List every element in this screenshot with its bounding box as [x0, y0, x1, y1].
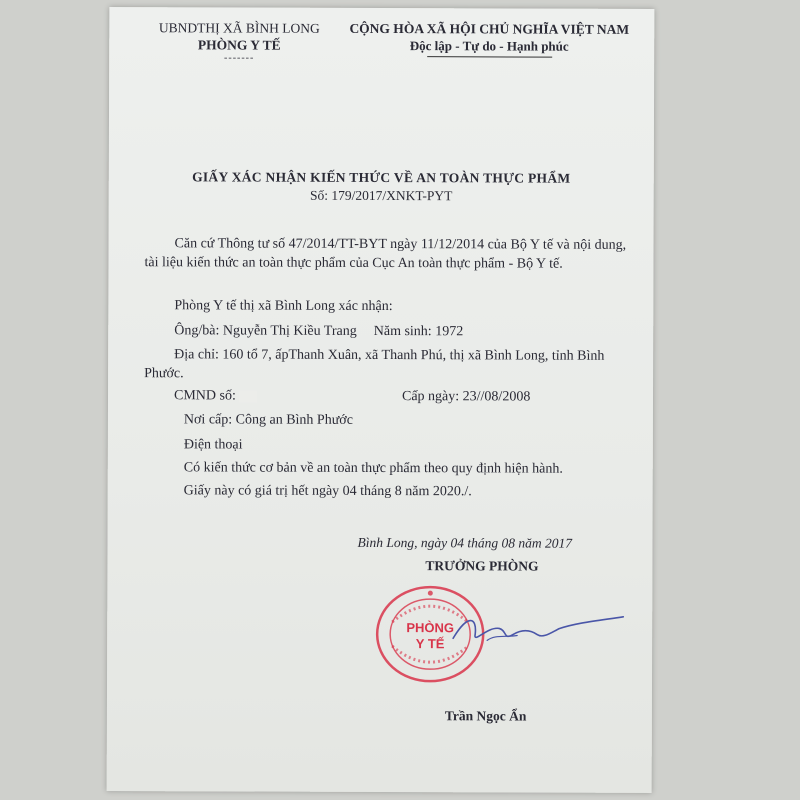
- issue-place-row: [184, 410, 353, 430]
- signer-name: Trần Ngọc Ẩn: [444, 708, 527, 724]
- national-motto: Độc lập - Tự do - Hạnh phúc: [409, 38, 569, 54]
- address-line1: 160 tổ 7, ấpThanh Xuân, xã Thanh Phú, thị xã Bình Long, tỉnh Bình: [222, 347, 605, 364]
- handwritten-signature: [447, 604, 627, 655]
- issue-date: 23//08/2008: [462, 389, 531, 405]
- issue-place-label: Nơi cấp:: [183, 412, 233, 428]
- document-number: Số: 179/2017/XNKT-PYT: [309, 187, 453, 204]
- authority-line2: PHÒNG Y TẾ: [197, 37, 281, 53]
- issue-date-row: [402, 387, 530, 406]
- issue-place: Công an Bình Phước: [235, 412, 353, 428]
- phone-row: [184, 435, 243, 454]
- id-label: CMND số:: [173, 388, 236, 404]
- person-row: [174, 321, 463, 341]
- birth-year: 1972: [435, 324, 464, 340]
- address-row: [174, 345, 604, 366]
- authority-line1: UBNDTHỊ XÃ BÌNH LONG: [158, 20, 320, 36]
- address-line2: Phước.: [144, 366, 184, 382]
- validity-statement: Giấy này có giá trị hết ngày 04 tháng 8 năm 2020./.: [183, 483, 472, 500]
- issue-date-label: Cấp ngày:: [401, 389, 460, 405]
- nation-name: CỘNG HÒA XÃ HỘI CHỦ NGHĨA VIỆT NAM: [349, 20, 630, 37]
- legal-basis-paragraph: Căn cứ Thông tư số 47/2014/TT-BYT ngày 11/12/2014 của Bộ Y tế và nội dung, tài liệu kiến thức an toàn thực phẩm của Cục An toàn thực phẩm - Bộ Y tế.: [144, 236, 627, 272]
- competence-statement: Có kiến thức cơ bản về an toàn thực phẩm theo quy định hiện hành.: [183, 460, 563, 477]
- confirm-intro: Phòng Y tế thị xã Bình Long xác nhận:: [174, 298, 393, 315]
- place-and-date: Bình Long, ngày 04 tháng 08 năm 2017: [357, 534, 573, 551]
- motto-underline: [427, 56, 552, 57]
- id-row: [174, 386, 257, 405]
- stamp-line2: Y TẾ: [415, 636, 445, 652]
- issuing-authority: [139, 19, 339, 64]
- id-number-redacted: [239, 390, 257, 402]
- phone-label: Điện thoại: [183, 437, 243, 453]
- stamp-line1: PHÒNG: [406, 620, 455, 636]
- person-name: Nguyễn Thị Kiều Trang: [222, 323, 357, 339]
- address-label: Địa chỉ:: [174, 347, 219, 363]
- birth-label: Năm sinh:: [373, 323, 432, 340]
- signer-position: TRƯỞNG PHÒNG: [425, 558, 539, 574]
- national-header: [334, 20, 644, 58]
- document-page: [107, 7, 655, 793]
- authority-divider: -------: [224, 52, 255, 64]
- document-title: GIẤY XÁC NHẬN KIẾN THỨC VỀ AN TOÀN THỰC PHẨM: [192, 169, 571, 186]
- person-label: Ông/bà:: [174, 323, 220, 339]
